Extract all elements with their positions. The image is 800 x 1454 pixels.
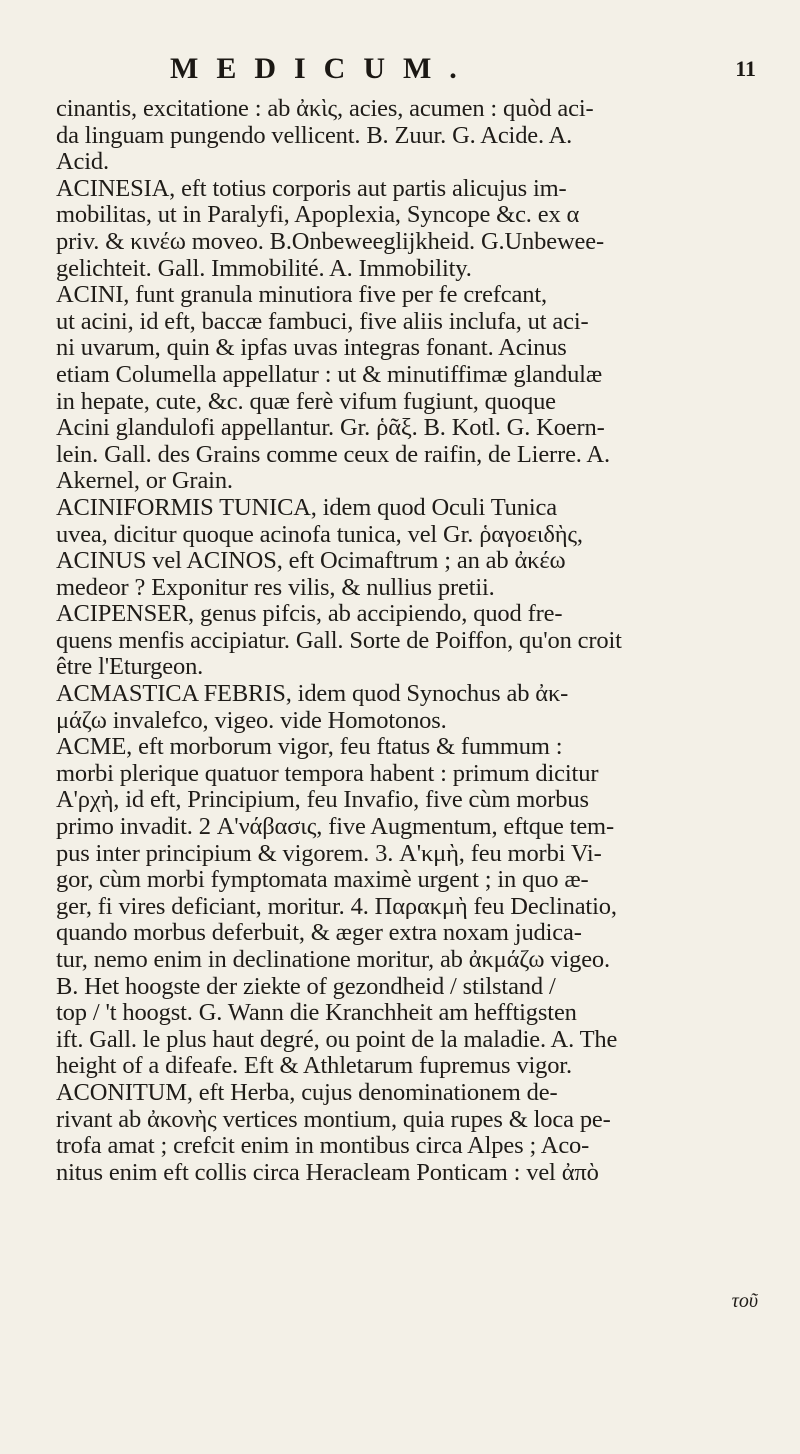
entry-acinesia: ACINESIA, eft totius corporis aut partis alicujus im-: [56, 174, 567, 202]
text-line: morbi plerique quatuor tempora habent : primum dicitur: [56, 759, 599, 787]
entry-acme: ACME, eft morborum vigor, feu ftatus & fummum :: [56, 733, 563, 761]
text-line: ift. Gall. le plus haut degré, ou point de la maladie. A. The: [56, 1025, 618, 1053]
page-number: 11: [735, 56, 756, 81]
text-line: ni uvarum, quin & ipfas uvas integras fonant. Acinus: [56, 334, 567, 362]
text-line: Acid.: [56, 148, 109, 176]
text-line: être l'Eturgeon.: [56, 653, 204, 681]
catchword: τοῦ: [731, 1290, 758, 1312]
text-line: top / 't hoogst. G. Wann die Kranchheit am hefftigsten: [56, 999, 577, 1027]
entry-aciniformis: ACINIFORMIS TUNICA, idem quod Oculi Tunica: [56, 493, 557, 521]
text-line: Acini glandulofi appellantur. Gr. ῥᾶξ. B. Kotl. G. Koern-: [56, 414, 605, 442]
entry-acmastica: ACMASTICA FEBRIS, idem quod Synochus ab ἀκ-: [56, 680, 569, 708]
text-line: nitus enim eft collis circa Heracleam Ponticam : vel ἀπὸ: [56, 1158, 599, 1186]
running-head: MEDICUM.: [170, 52, 475, 85]
entry-aconitum: ACONITUM, eft Herba, cujus denominationem de-: [56, 1078, 558, 1106]
text-line: gelichteit. Gall. Immobilité. A. Immobility.: [56, 254, 472, 282]
text-line: height of a difeafe. Eft & Athletarum fupremus vigor.: [56, 1052, 572, 1080]
entry-acini: ACINI, funt granula minutiora five per fe crefcant,: [56, 281, 547, 309]
entry-acinus: ACINUS vel ACINOS, eft Ocimaftrum ; an ab ἀκέω: [56, 547, 566, 575]
text-line: quens menfis accipiatur. Gall. Sorte de Poiffon, qu'on croit: [56, 626, 622, 654]
text-line: in hepate, cute, &c. quæ ferè vifum fugiunt, quoque: [56, 387, 556, 415]
text-line: cinantis, excitatione : ab ἀκὶς, acies, acumen : quòd aci-: [56, 95, 594, 122]
page-header: [0, 52, 800, 92]
text-line: etiam Columella appellatur : ut & minutiffimæ glandulæ: [56, 360, 603, 388]
text-line: tur, nemo enim in declinatione moritur, ab ἀκμάζω vigeo.: [56, 946, 611, 973]
text-line: medeor ? Exponitur res vilis, & nullius pretii.: [56, 573, 495, 601]
text-line: trofa amat ; crefcit enim in montibus circa Alpes ; Aco-: [56, 1132, 590, 1160]
text-line: mobilitas, ut in Paralyfi, Apoplexia, Syncope &c. ex α: [56, 201, 580, 229]
text-line: uvea, dicitur quoque acinofa tunica, vel Gr. ῥαγοειδὴς,: [56, 520, 583, 548]
text-line: lein. Gall. des Grains comme ceux de raifin, de Lierre. A.: [56, 440, 610, 468]
text-line: Α'ρχὴ, id eft, Principium, feu Invafio, five cùm morbus: [56, 786, 589, 814]
text-line: rivant ab ἀκονὴς vertices montium, quia rupes & loca pe-: [56, 1105, 611, 1133]
text-line: primo invadit. 2 Α'νάβασις, five Augmentum, eftque tem-: [56, 813, 614, 841]
dictionary-text: [56, 96, 768, 1186]
text-line: ut acini, id eft, baccæ fambuci, five aliis inclufa, ut aci-: [56, 307, 589, 335]
text-line: ger, fi vires deficiant, moritur. 4. Παρακμὴ feu Declinatio,: [56, 892, 617, 920]
entry-acipenser: ACIPENSER, genus pifcis, ab accipiendo, quod fre-: [56, 600, 563, 628]
text-line: B. Het hoogste der ziekte of gezondheid / stilstand /: [56, 972, 556, 1000]
text-line: da linguam pungendo vellicent. B. Zuur. G. Acide. A.: [56, 121, 573, 149]
text-line: μάζω invalefco, vigeo. vide Homotonos.: [56, 706, 447, 734]
text-line: gor, cùm morbi fymptomata maximè urgent ; in quo æ-: [56, 866, 589, 894]
text-line: quando morbus deferbuit, & æger extra noxam judica-: [56, 919, 582, 947]
text-line: priv. & κινέω moveo. B.Onbeweeglijkheid. G.Unbewee-: [56, 227, 604, 255]
text-line: pus inter principium & vigorem. 3. Α'κμὴ, feu morbi Vi-: [56, 839, 602, 867]
text-line: Akernel, or Grain.: [56, 467, 233, 495]
